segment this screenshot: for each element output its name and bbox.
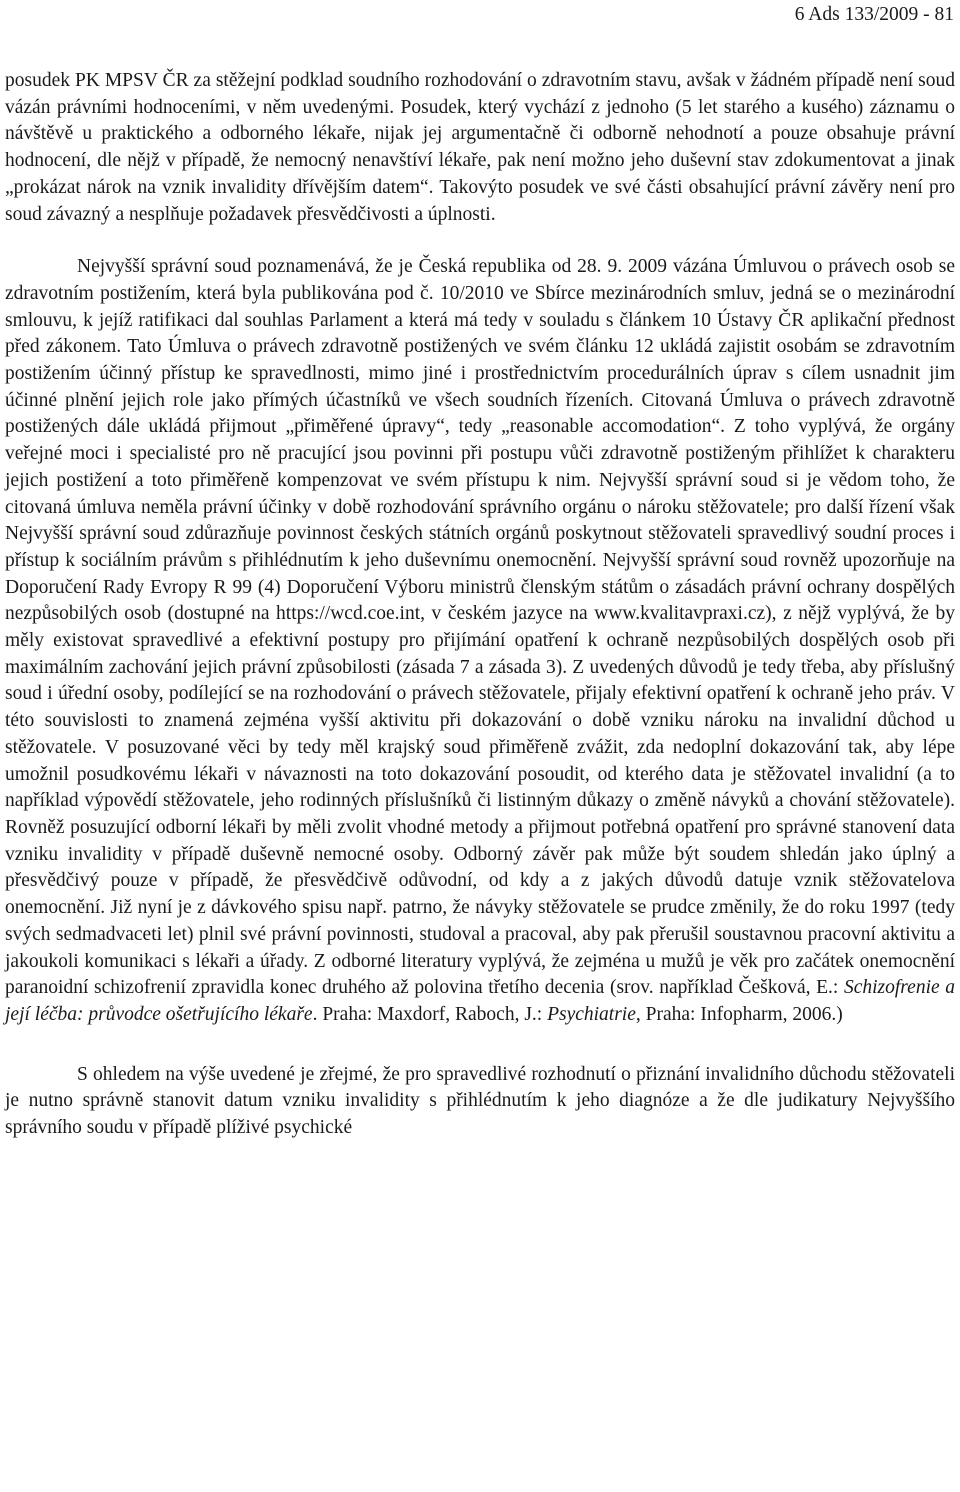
paragraph-3: S ohledem na výše uvedené je zřejmé, že pro spravedlivé rozhodnutí o přiznání invalidního důchodu stěžovateli je nutno správně stanovit datum vzniku invalidity s přihlédnutím k jeho diagnóze a že dle judikatury Nejvyššího správního soudu v případě plíživé psychické: [5, 1063, 955, 1139]
document-body: [5, 68, 955, 1142]
paragraph-2-text-end: , Praha: Infopharm, 2006.): [635, 1003, 843, 1025]
citation-title-1: Schizofrenie a její léčba: průvodce ošetřujícího lékaře: [5, 977, 956, 1025]
page-reference: 6 Ads 133/2009 - 81: [794, 4, 954, 25]
citation-title-2: Psychiatrie: [547, 1003, 636, 1025]
paragraph-2-text-continued: . Praha: Maxdorf, Raboch, J.:: [312, 1003, 548, 1025]
paragraph-2-text: Nejvyšší správní soud poznamenává, že je Česká republika od 28. 9. 2009 vázána Úmluvou o právech osob se zdravotním postižením, která byla publikována pod č. 10/2010 ve Sbírce mezinárodních smluv, jedná se o mezinárodní smlouvu, k jejíž ratifikaci dal souhlas Parlament a která má tedy v souladu s článkem 10 Ústavy ČR aplikační přednost před zákonem. Tato Úmluva o právech zdravotně postižených ve svém článku 12 ukládá zajistit osobám se zdravotním postižením účinný přístup ke spravedlnosti, mimo jiné i prostřednictvím procedurálních úprav s cílem usnadnit jim účinné plnění jejich role jako přímých účastníků ve všech soudních řízeních. Citovaná Úmluva o právech zdravotně postižených dále ukládá přijmout „přiměřené úpravy“, tedy „reasonable accomodation“. Z toho vyplývá, že orgány veřejné moci i specialisté pro ně pracující jsou povinni při postupu vůči zdravotně postiženým přihlížet k charakteru jejich postižení a toto přiměřeně kompenzovat ve svém přístupu k nim. Nejvyšší správní soud si je vědom toho, že citovaná úmluva neměla právní účinky v době rozhodování správního orgánu o nároku stěžovatele; pro další řízení však Nejvyšší správní soud zdůrazňuje povinnost českých státních orgánů poskytnout stěžovateli spravedlivý soudní proces i přístup k sociálním právům s přihlédnutím k jeho duševnímu onemocnění. Nejvyšší správní soud rovněž upozorňuje na Doporučení Rady Evropy R 99 (4) Doporučení Výboru ministrů členským státům o zásadách právní ochrany dospělých nezpůsobilých osob (dostupné na https://wcd.coe.int, v českém jazyce na www.kvalitavpraxi.cz), z nějž vyplývá, že by měly existovat spravedlivé a efektivní postupy pro přijímání opatření k ochraně nezpůsobilých dospělých osob při maximálním zachování jejich právní způsobilosti (zásada 7 a zásada 3). Z uvedených důvodů je tedy třeba, aby příslušný soud i úřední osoby, podílející se na rozhodování o právech stěžovatele, přijaly efektivní opatření k ochraně jeho práv. V této souvislosti to znamená zejména vyšší aktivitu při dokazování o době vzniku nároku na invalidní důchod u stěžovatele. V posuzované věci by tedy měl krajský soud přiměřeně zvážit, zda nedoplní dokazování tak, aby lépe umožnil posudkovému lékaři v návaznosti na toto dokazování posoudit, od kterého data je stěžovatel invalidní (a to například výpovědí stěžovatele, jeho rodinných příslušníků či listinným důkazy o změně návyků a chování stěžovatele). Rovněž posuzující odborní lékaři by měli zvolit vhodné metody a přijmout potřebná opatření pro správné stanovení data vzniku invalidity v případě duševně nemocné osoby. Odborný závěr pak může být soudem shledán jako úplný a přesvědčivý pouze v případě, že přesvědčivě odůvodní, od kdy a z jakých důvodů datuje vznik stěžovatelova onemocnění. Již nyní je z dávkového spisu např. patrno, že návyky stěžovatele se prudce změnily, že do roku 1997 (tedy svých sedmadvaceti let) plnil své právní povinnosti, studoval a pracoval, aby pak přerušil soustavnou pracovní aktivitu a jakoukoli komunikaci s lékaři a úřady. Z odborné literatury vyplývá, že zejména u mužů je věk pro začátek onemocnění paranoidní schizofrenií zpravidla konec druhého až polovina třetího decenia (srov. například Češková, E.:: [5, 256, 955, 999]
paragraph-1: posudek PK MPSV ČR za stěžejní podklad soudního rozhodování o zdravotním stavu, avšak v žádném případě není soud vázán právními hodnoceními, v něm uvedenými. Posudek, který vychází z jednoho (5 let starého a kusého) záznamu o návštěvě u praktického a odborného lékaře, nijak jej argumentačně či odborně nehodnotí a pouze obsahuje právní hodnocení, dle nějž v případě, že nemocný nenavštíví lékaře, pak není možno jeho duševní stav zdokumentovat a jinak „prokázat nárok na vznik invalidity dřívějším datem“. Takovýto posudek ve své části obsahující právní závěry není pro soud závazný a nesplňuje požadavek přesvědčivosti a úplnosti.: [5, 70, 955, 225]
paragraph-2: [5, 254, 955, 1028]
